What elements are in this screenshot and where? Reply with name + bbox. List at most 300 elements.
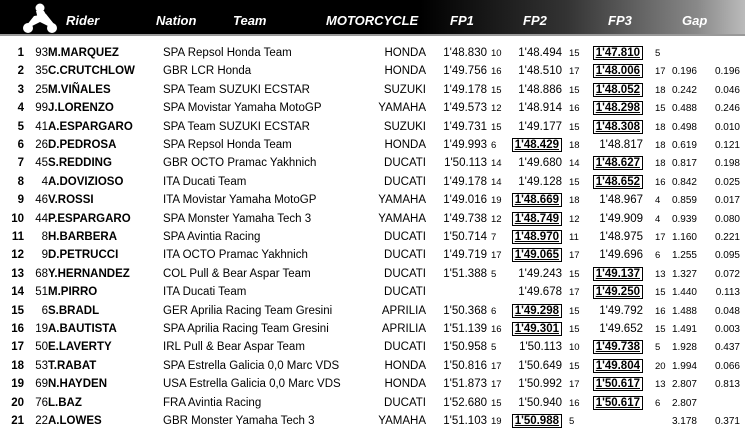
fp1-lap-cell: 16: [491, 66, 502, 78]
rider-name-cell: D.PETRUCCI: [48, 249, 119, 262]
fp2-time-cell: 1'49.177: [518, 120, 562, 133]
fp1-time-cell: 1'49.731: [443, 120, 487, 133]
fp3-lap-cell: 15: [655, 324, 666, 335]
motorcycle-cell: DUCATI: [384, 175, 426, 188]
gap-first-cell: 0.619: [671, 140, 697, 151]
fp1-time-cell: 1'51.388: [443, 267, 487, 280]
table-row: [0, 154, 745, 172]
position-cell: 20: [11, 396, 24, 409]
fp2-time-cell: 1'48.494: [518, 47, 562, 59]
rider-number-cell: 6: [41, 304, 48, 317]
fp3-lap-cell: 4: [655, 213, 661, 225]
best-lap-time: 1'48.669: [512, 193, 562, 207]
gap-first-cell: 2.807: [671, 379, 697, 391]
rider-name-cell: T.RABAT: [48, 359, 97, 372]
rider-name-cell: N.HAYDEN: [48, 378, 108, 391]
fp1-lap-cell: 19: [491, 195, 502, 207]
rider-number-cell: 93: [35, 47, 48, 59]
fp2-time-cell: 1'50.113: [519, 341, 562, 354]
gap-previous-cell: 0.437: [714, 342, 740, 354]
fp2-time-cell: 1'50.940: [518, 396, 562, 409]
motorcycle-cell: HONDA: [384, 378, 426, 391]
table-row: [0, 173, 745, 191]
fp2-lap-cell: 10: [569, 342, 580, 354]
position-cell: 12: [11, 249, 24, 262]
best-lap-time: 1'49.804: [593, 359, 643, 373]
fp1-time-cell: 1'51.139: [443, 323, 487, 335]
position-cell: 7: [17, 157, 24, 170]
fp1-lap-cell: 14: [491, 158, 502, 170]
rider-number-cell: 76: [35, 396, 48, 409]
fp1-lap-cell: 16: [491, 324, 502, 335]
position-cell: 1: [17, 47, 24, 59]
fp2-lap-cell: 16: [569, 397, 580, 409]
gap-previous-cell: 0.121: [714, 140, 740, 151]
nation-team-cell: SPA Movistar Yamaha MotoGP: [163, 102, 322, 115]
fp3-time-cell: [573, 101, 643, 115]
gap-first-cell: 3.178: [671, 416, 697, 427]
motorcycle-cell: YAMAHA: [378, 102, 426, 115]
fp2-lap-cell: 15: [569, 176, 580, 188]
best-lap-time: 1'49.250: [593, 285, 643, 299]
table-row: [0, 118, 745, 136]
position-cell: 2: [17, 65, 24, 78]
position-cell: 8: [17, 175, 24, 188]
fp1-time-cell: 1'51.873: [443, 378, 487, 391]
gap-first-cell: 1.255: [671, 250, 697, 262]
nation-team-cell: ITA OCTO Pramac Yakhnich: [163, 249, 308, 262]
gap-first-cell: 1.994: [671, 360, 697, 372]
fp3-time-cell: [573, 396, 643, 410]
rider-number-cell: 35: [35, 65, 48, 78]
fp3-lap-cell: 20: [655, 360, 666, 372]
position-cell: 16: [11, 323, 24, 335]
motorcycle-cell: APRILIA: [381, 304, 426, 317]
position-cell: 4: [17, 102, 24, 115]
nation-team-cell: SPA Monster Yamaha Tech 3: [163, 212, 312, 225]
fp3-lap-cell: 15: [655, 287, 666, 299]
rider-number-cell: 8: [41, 231, 48, 243]
rider-number-cell: 99: [35, 102, 48, 115]
position-cell: 11: [11, 231, 24, 243]
gap-previous-cell: 0.221: [714, 232, 740, 243]
rider-name-cell: Y.HERNANDEZ: [48, 267, 130, 280]
table-row: [0, 375, 745, 393]
fp1-time-cell: 1'50.113: [444, 157, 487, 170]
fp2-time-cell: 1'48.886: [518, 83, 562, 96]
fp3-time-cell: [573, 83, 643, 97]
gap-previous-cell: 0.198: [714, 158, 740, 170]
fp1-time-cell: 1'49.738: [443, 212, 487, 225]
header-motorcycle: MOTORCYCLE: [326, 13, 419, 28]
fp2-time-cell: 1'48.510: [518, 65, 562, 78]
position-cell: 9: [17, 194, 24, 207]
header-team: Team: [233, 13, 267, 28]
motorcycle-cell: DUCATI: [384, 249, 426, 262]
rider-name-cell: J.LORENZO: [48, 102, 114, 115]
fp2-time-cell: [492, 304, 562, 318]
gap-previous-cell: 0.048: [714, 305, 740, 317]
gap-previous-cell: 0.066: [714, 360, 740, 372]
best-lap-time: 1'48.308: [593, 120, 643, 134]
rider-name-cell: A.BAUTISTA: [48, 323, 117, 335]
fp3-lap-cell: 16: [655, 305, 666, 317]
best-lap-time: 1'47.810: [593, 46, 643, 60]
fp1-lap-cell: 15: [491, 121, 502, 133]
fp2-time-cell: [492, 138, 562, 152]
gap-first-cell: 0.242: [671, 84, 697, 96]
best-lap-time: 1'50.617: [593, 396, 643, 410]
fp1-lap-cell: 17: [491, 360, 502, 372]
fp1-lap-cell: 14: [491, 176, 502, 188]
fp1-time-cell: 1'51.103: [443, 415, 487, 427]
fp3-time-cell: [573, 377, 643, 391]
fp1-time-cell: 1'50.368: [443, 304, 487, 317]
fp3-time-cell: [573, 359, 643, 373]
rider-number-cell: 41: [35, 120, 48, 133]
fp3-lap-cell: 4: [655, 195, 661, 207]
fp1-time-cell: 1'50.816: [443, 359, 487, 372]
rider-number-cell: 51: [35, 286, 48, 299]
best-lap-time: 1'49.065: [512, 248, 562, 262]
fp3-lap-cell: 5: [655, 342, 661, 354]
gap-previous-cell: 0.246: [714, 103, 740, 115]
fp1-time-cell: 1'48.830: [443, 47, 487, 59]
fp3-time-cell: [573, 175, 643, 189]
fp2-lap-cell: 17: [569, 379, 580, 391]
gap-first-cell: 0.817: [671, 158, 697, 170]
table-row: [0, 228, 745, 246]
nation-team-cell: USA Estrella Galicia 0,0 Marc VDS: [163, 378, 341, 391]
table-row: [0, 265, 745, 283]
nation-team-cell: GBR Monster Yamaha Tech 3: [163, 415, 315, 427]
fp1-time-cell: 1'52.680: [443, 396, 487, 409]
rider-name-cell: D.PEDROSA: [48, 139, 117, 151]
table-row: [0, 357, 745, 375]
motorcycle-cell: SUZUKI: [383, 120, 426, 133]
position-cell: 15: [11, 304, 24, 317]
fp2-time-cell: 1'49.678: [518, 286, 562, 299]
fp3-time-cell: [573, 156, 643, 170]
gap-first-cell: 0.196: [671, 66, 697, 78]
fp2-lap-cell: 15: [569, 324, 580, 335]
fp3-time-cell: [573, 285, 643, 299]
rider-name-cell: M.PIRRO: [48, 286, 98, 299]
motorcycle-cell: SUZUKI: [383, 83, 426, 96]
fp2-lap-cell: 16: [569, 103, 580, 115]
fp1-lap-cell: 17: [491, 379, 502, 391]
fp1-lap-cell: 6: [491, 140, 497, 151]
gap-first-cell: 0.939: [671, 213, 697, 225]
nation-team-cell: ITA Movistar Yamaha MotoGP: [163, 194, 317, 207]
fp2-time-cell: [492, 230, 562, 244]
header-nation: Nation: [156, 13, 197, 28]
rider-number-cell: 68: [35, 267, 48, 280]
fp1-lap-cell: 15: [491, 84, 502, 96]
gap-first-cell: 0.498: [671, 121, 697, 133]
fp2-lap-cell: 11: [569, 232, 579, 243]
fp3-time-cell: 1'49.909: [599, 212, 643, 225]
header-fp1: FP1: [450, 13, 474, 28]
position-cell: 19: [11, 378, 24, 391]
fp1-lap-cell: 12: [491, 213, 502, 225]
motorcycle-cell: HONDA: [384, 359, 426, 372]
fp3-time-cell: 1'48.817: [599, 139, 643, 151]
table-row: [0, 246, 745, 264]
fp2-time-cell: [492, 193, 562, 207]
table-row: [0, 81, 745, 99]
fp2-lap-cell: 18: [569, 140, 580, 151]
table-row: [0, 44, 745, 62]
fp3-lap-cell: 16: [655, 176, 666, 188]
motorcycle-cell: DUCATI: [384, 267, 426, 280]
gap-previous-cell: 0.371: [714, 416, 740, 427]
fp2-lap-cell: 18: [569, 195, 580, 207]
fp3-time-cell: 1'49.652: [599, 323, 643, 335]
motorcycle-rider-icon: [18, 2, 62, 34]
nation-team-cell: ITA Ducati Team: [163, 175, 247, 188]
nation-team-cell: GER Aprilia Racing Team Gresini: [163, 304, 333, 317]
gap-first-cell: 0.842: [671, 176, 697, 188]
table-row: [0, 394, 745, 412]
fp3-lap-cell: 13: [655, 268, 666, 280]
fp3-lap-cell: 18: [655, 121, 666, 133]
fp1-lap-cell: 6: [491, 305, 497, 317]
position-cell: 13: [11, 267, 24, 280]
fp3-lap-cell: 17: [655, 232, 666, 243]
best-lap-time: 1'50.988: [512, 414, 562, 428]
header-fp3: FP3: [608, 13, 632, 28]
fp1-lap-cell: 19: [491, 416, 502, 427]
best-lap-time: 1'49.137: [593, 267, 643, 281]
motorcycle-cell: DUCATI: [384, 341, 426, 354]
fp2-lap-cell: 15: [569, 84, 580, 96]
rider-number-cell: 25: [35, 83, 48, 96]
fp3-lap-cell: 13: [655, 379, 666, 391]
position-cell: 21: [11, 415, 24, 427]
gap-previous-cell: 0.813: [714, 379, 740, 391]
fp3-time-cell: 1'49.792: [599, 304, 643, 317]
fp2-time-cell: 1'49.128: [518, 175, 562, 188]
fp3-lap-cell: 5: [655, 48, 661, 59]
fp1-lap-cell: 17: [491, 250, 502, 262]
fp3-lap-cell: 18: [655, 158, 666, 170]
position-cell: 5: [17, 120, 24, 133]
table-row: [0, 62, 745, 80]
fp3-time-cell: [573, 340, 643, 354]
fp3-time-cell: [573, 120, 643, 134]
best-lap-time: 1'48.970: [512, 230, 562, 244]
table-row: [0, 320, 745, 338]
fp1-lap-cell: 15: [491, 397, 502, 409]
best-lap-time: 1'48.652: [593, 175, 643, 189]
nation-team-cell: SPA Repsol Honda Team: [163, 139, 292, 151]
rider-name-cell: C.CRUTCHLOW: [48, 65, 135, 78]
fp1-time-cell: 1'49.993: [443, 139, 487, 151]
fp3-time-cell: 1'48.967: [599, 194, 643, 207]
fp3-time-cell: [573, 267, 643, 281]
motorcycle-cell: YAMAHA: [378, 212, 426, 225]
position-cell: 18: [11, 359, 24, 372]
position-cell: 17: [11, 341, 24, 354]
fp2-lap-cell: 15: [569, 48, 580, 59]
best-lap-time: 1'48.627: [593, 156, 643, 170]
best-lap-time: 1'48.298: [593, 101, 643, 115]
rider-name-cell: A.ESPARGARO: [48, 120, 133, 133]
rider-number-cell: 9: [41, 249, 48, 262]
table-row: [0, 136, 745, 154]
fp1-lap-cell: 5: [491, 268, 497, 280]
fp1-lap-cell: 7: [491, 232, 497, 243]
rider-name-cell: M.VIÑALES: [48, 83, 111, 96]
fp1-time-cell: 1'50.958: [443, 341, 487, 354]
gap-previous-cell: 0.095: [714, 250, 740, 262]
nation-team-cell: SPA Aprilia Racing Team Gresini: [163, 323, 329, 335]
rider-number-cell: 46: [35, 194, 48, 207]
position-cell: 3: [17, 83, 24, 96]
nation-team-cell: FRA Avintia Racing: [163, 396, 262, 409]
table-row: [0, 191, 745, 209]
nation-team-cell: COL Pull & Bear Aspar Team: [163, 267, 311, 280]
header-rider: Rider: [66, 13, 100, 28]
fp2-time-cell: 1'49.243: [518, 267, 562, 280]
fp2-lap-cell: 17: [569, 287, 580, 299]
nation-team-cell: GBR OCTO Pramac Yakhnich: [163, 157, 317, 170]
best-lap-time: 1'48.006: [593, 64, 643, 78]
gap-previous-cell: 0.072: [714, 268, 740, 280]
rider-name-cell: A.LOWES: [48, 415, 102, 427]
rider-name-cell: A.DOVIZIOSO: [48, 175, 124, 188]
fp2-lap-cell: 15: [569, 305, 580, 317]
best-lap-time: 1'49.738: [593, 340, 643, 354]
fp2-lap-cell: 5: [569, 416, 575, 427]
gap-previous-cell: 0.113: [715, 287, 740, 299]
rider-number-cell: 19: [35, 323, 48, 335]
nation-team-cell: ITA Ducati Team: [163, 286, 247, 299]
position-cell: 10: [11, 212, 24, 225]
fp3-time-cell: [573, 46, 643, 60]
rider-number-cell: 22: [35, 415, 48, 427]
fp1-lap-cell: 10: [491, 48, 502, 59]
position-cell: 6: [17, 139, 24, 151]
rider-number-cell: 50: [35, 341, 48, 354]
motorcycle-cell: YAMAHA: [378, 415, 426, 427]
fp3-time-cell: 1'48.975: [599, 231, 643, 243]
fp3-lap-cell: 6: [655, 250, 661, 262]
fp2-lap-cell: 14: [569, 158, 580, 170]
rider-name-cell: E.LAVERTY: [48, 341, 112, 354]
best-lap-time: 1'49.301: [512, 322, 562, 336]
rider-name-cell: P.ESPARGARO: [48, 212, 131, 225]
rider-number-cell: 53: [35, 359, 48, 372]
fp2-lap-cell: 17: [569, 66, 580, 78]
fp2-lap-cell: 15: [569, 121, 580, 133]
gap-first-cell: 1.488: [671, 305, 697, 317]
gap-previous-cell: 0.196: [714, 66, 740, 78]
table-row: [0, 338, 745, 356]
fp2-lap-cell: 15: [569, 360, 580, 372]
fp2-time-cell: [492, 212, 562, 226]
gap-previous-cell: 0.080: [714, 213, 740, 225]
table-row: [0, 283, 745, 301]
rider-number-cell: 44: [35, 212, 48, 225]
motorcycle-cell: HONDA: [384, 47, 426, 59]
table-row: [0, 302, 745, 320]
rider-name-cell: S.BRADL: [48, 304, 100, 317]
fp2-lap-cell: 17: [569, 250, 580, 262]
rider-name-cell: H.BARBERA: [48, 231, 117, 243]
motorcycle-cell: APRILIA: [381, 323, 426, 335]
rider-name-cell: M.MARQUEZ: [48, 47, 119, 59]
best-lap-time: 1'49.298: [512, 304, 562, 318]
rider-number-cell: 26: [35, 139, 48, 151]
rider-number-cell: 4: [41, 175, 48, 188]
position-cell: 14: [11, 286, 24, 299]
best-lap-time: 1'48.429: [512, 138, 562, 152]
table-row: [0, 210, 745, 228]
header-gap: Gap: [682, 13, 708, 28]
gap-first-cell: 1.160: [671, 232, 697, 243]
fp1-lap-cell: 5: [491, 342, 497, 354]
rider-name-cell: S.REDDING: [48, 157, 112, 170]
header-bar-stripe: [0, 34, 745, 36]
gap-first-cell: 1.327: [671, 268, 697, 280]
best-lap-time: 1'48.052: [593, 83, 643, 97]
gap-first-cell: 1.440: [671, 287, 697, 299]
gap-previous-cell: 0.025: [714, 176, 740, 188]
nation-team-cell: SPA Estrella Galicia 0,0 Marc VDS: [163, 359, 340, 372]
nation-team-cell: SPA Avintia Racing: [163, 231, 261, 243]
header-bar: [0, 0, 745, 36]
fp3-lap-cell: 18: [655, 84, 666, 96]
gap-previous-cell: 0.017: [714, 195, 740, 207]
fp1-lap-cell: 12: [491, 103, 502, 115]
fp2-lap-cell: 12: [569, 213, 580, 225]
fp2-time-cell: [492, 414, 562, 428]
gap-first-cell: 0.859: [671, 195, 697, 207]
fp2-time-cell: 1'49.680: [518, 157, 562, 170]
fp1-time-cell: 1'49.719: [443, 249, 487, 262]
rider-number-cell: 69: [35, 378, 48, 391]
nation-team-cell: SPA Team SUZUKI ECSTAR: [163, 120, 310, 133]
fp3-lap-cell: 18: [655, 140, 666, 151]
rider-name-cell: L.BAZ: [48, 396, 82, 409]
fp3-lap-cell: 15: [655, 103, 666, 115]
motorcycle-cell: DUCATI: [384, 157, 426, 170]
gap-first-cell: 1.491: [671, 324, 697, 335]
motorcycle-cell: DUCATI: [384, 396, 426, 409]
fp1-time-cell: 1'50.714: [443, 231, 487, 243]
nation-team-cell: SPA Team SUZUKI ECSTAR: [163, 83, 310, 96]
nation-team-cell: GBR LCR Honda: [163, 65, 252, 78]
fp2-lap-cell: 15: [569, 268, 580, 280]
motorcycle-cell: HONDA: [384, 65, 426, 78]
gap-previous-cell: 0.010: [714, 121, 740, 133]
gap-first-cell: 0.488: [671, 103, 697, 115]
fp2-time-cell: [492, 322, 562, 336]
motorcycle-cell: YAMAHA: [378, 194, 426, 207]
motorcycle-cell: DUCATI: [384, 231, 426, 243]
best-lap-time: 1'50.617: [593, 377, 643, 391]
fp1-time-cell: 1'49.178: [443, 83, 487, 96]
nation-team-cell: IRL Pull & Bear Aspar Team: [163, 341, 305, 354]
rider-name-cell: V.ROSSI: [48, 194, 94, 207]
fp1-time-cell: 1'49.756: [443, 65, 487, 78]
header-fp2: FP2: [523, 13, 547, 28]
fp1-time-cell: 1'49.178: [443, 175, 487, 188]
gap-previous-cell: 0.003: [714, 324, 740, 335]
gap-previous-cell: 0.046: [714, 84, 740, 96]
